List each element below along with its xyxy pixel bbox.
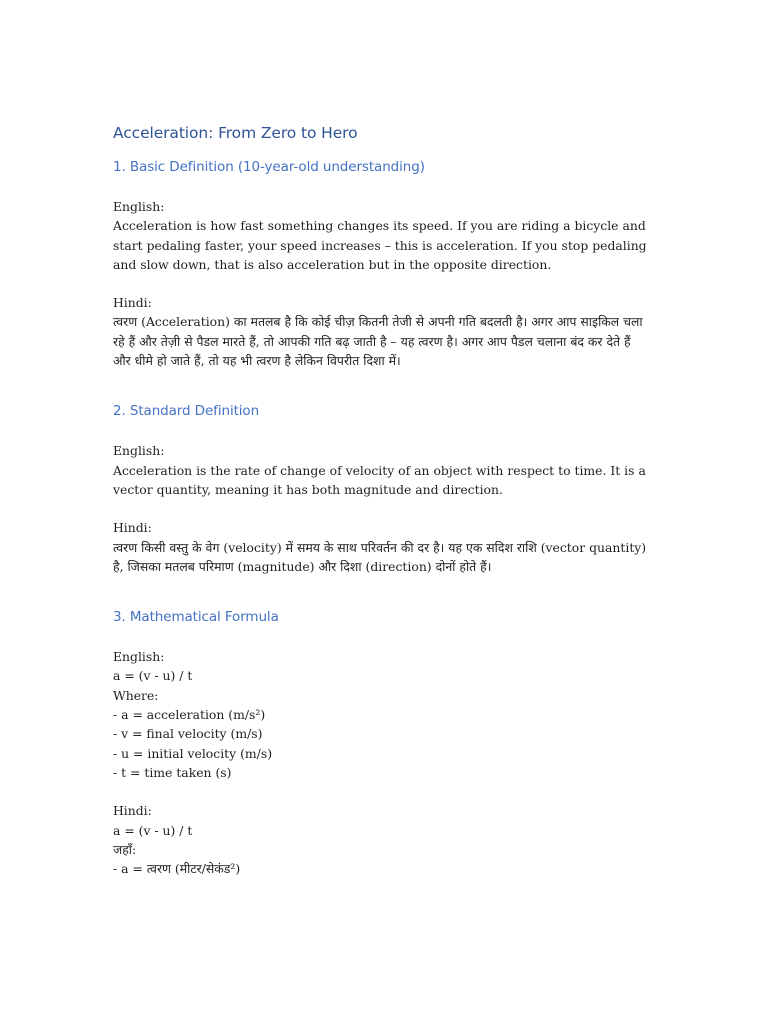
formula-line: जहाँ: <box>113 841 137 857</box>
formula-line: - u = initial velocity (m/s) <box>113 745 273 761</box>
formula-line: - t = time taken (s) <box>113 764 232 780</box>
formula-line: Where: <box>113 687 159 703</box>
formula-block-hindi <box>113 821 648 879</box>
formula-line: a = (v - u) / t <box>113 668 193 684</box>
hindi-paragraph: त्वरण (Acceleration) का मतलब है कि कोई चीज़ कितनी तेजी से अपनी गति बदलती है। अगर आप साइकिल चला रहे हैं और तेज़ी से पैडल मारते हैं, तो आपकी गति बढ़ जाती है – यह त्वरण है। अगर आप पैडल चलाना बंद कर देते हैं और धीमे हो जाते हैं, तो यह भी त्वरण है लेकिन विपरीत दिशा में। <box>113 314 643 369</box>
formula-line: - a = त्वरण (मीटर/सेकंड²) <box>113 861 241 877</box>
section-heading: 2. Standard Definition <box>113 403 260 420</box>
section-heading: 1. Basic Definition (10-year-old understanding) <box>113 159 425 175</box>
section-mathematical-formula <box>113 609 648 878</box>
section-heading: 3. Mathematical Formula <box>113 609 279 626</box>
section-standard-definition <box>113 403 648 576</box>
hindi-label: Hindi: <box>113 520 152 536</box>
english-paragraph: Acceleration is the rate of change of velocity of an object with respect to time. It is a vector quantity, meaning it has both magnitude and direction. <box>113 462 646 497</box>
document-title: Acceleration: From Zero to Hero <box>113 124 358 142</box>
formula-block-english <box>113 666 648 782</box>
english-label: English: <box>113 443 165 459</box>
hindi-label: Hindi: <box>113 295 152 311</box>
formula-line: a = (v - u) / t <box>113 822 193 838</box>
formula-line: - v = final velocity (m/s) <box>113 726 263 742</box>
hindi-paragraph: त्वरण किसी वस्तु के वेग (velocity) में समय के साथ परिवर्तन की दर है। यह एक सदिश राशि (vector quantity) है, जिसका मतलब परिमाण (magnitude) और दिशा (direction) दोनों होते हैं। <box>113 539 647 574</box>
english-label: English: <box>113 649 165 665</box>
section-basic-definition <box>113 159 648 370</box>
formula-line: - a = acceleration (m/s²) <box>113 707 266 723</box>
english-paragraph: Acceleration is how fast something changes its speed. If you are riding a bicycle and start pedaling faster, your speed increases – this is acceleration. If you stop pedaling and slow down, that is also acceleration but in the opposite direction. <box>113 218 647 272</box>
english-label: English: <box>113 199 165 214</box>
hindi-label: Hindi: <box>113 803 152 819</box>
